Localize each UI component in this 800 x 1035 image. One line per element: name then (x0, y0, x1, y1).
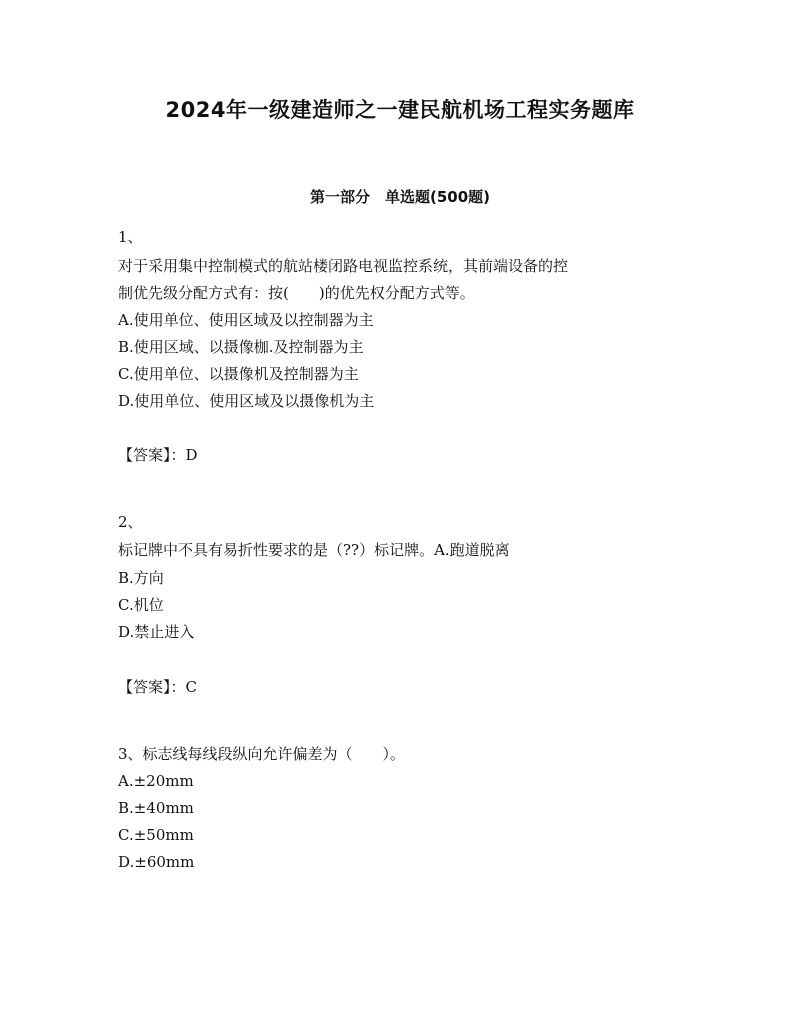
option-d: D.禁止进入 (118, 623, 195, 641)
answer: 【答案】：D (118, 446, 198, 464)
question-stem-line: 3、标志线每线段纵向允许偏差为（ ）。 (118, 745, 406, 763)
question-stem-line: 制优先级分配方式有：按( )的优先权分配方式等。 (118, 284, 475, 302)
question-number: 2、 (118, 513, 143, 531)
question-stem-line: 标记牌中不具有易折性要求的是（??）标记牌。A.跑道脱离 (118, 541, 510, 559)
option-c: C.机位 (118, 596, 164, 614)
option-b: B.±40mm (118, 799, 194, 817)
option-d: D.使用单位、使用区域及以摄像机为主 (118, 392, 375, 410)
option-d: D.±60mm (118, 853, 195, 871)
option-a: A.使用单位、使用区域及以控制器为主 (118, 311, 374, 329)
page-title: 2024年一级建造师之一建民航机场工程实务题库 (165, 98, 635, 122)
option-b: B.使用区域、以摄像枷.及控制器为主 (118, 338, 364, 356)
section-title: 第一部分 单选题(500题) (309, 188, 491, 206)
answer: 【答案】：C (118, 678, 197, 696)
option-b: B.方向 (118, 569, 164, 587)
question-stem-line: 对于采用集中控制模式的航站楼闭路电视监控系统，其前端设备的控 (118, 257, 569, 275)
option-a: A.±20mm (118, 772, 194, 790)
question-number: 1、 (118, 228, 143, 246)
option-c: C.使用单位、以摄像机及控制器为主 (118, 365, 359, 383)
option-c: C.±50mm (118, 826, 194, 844)
